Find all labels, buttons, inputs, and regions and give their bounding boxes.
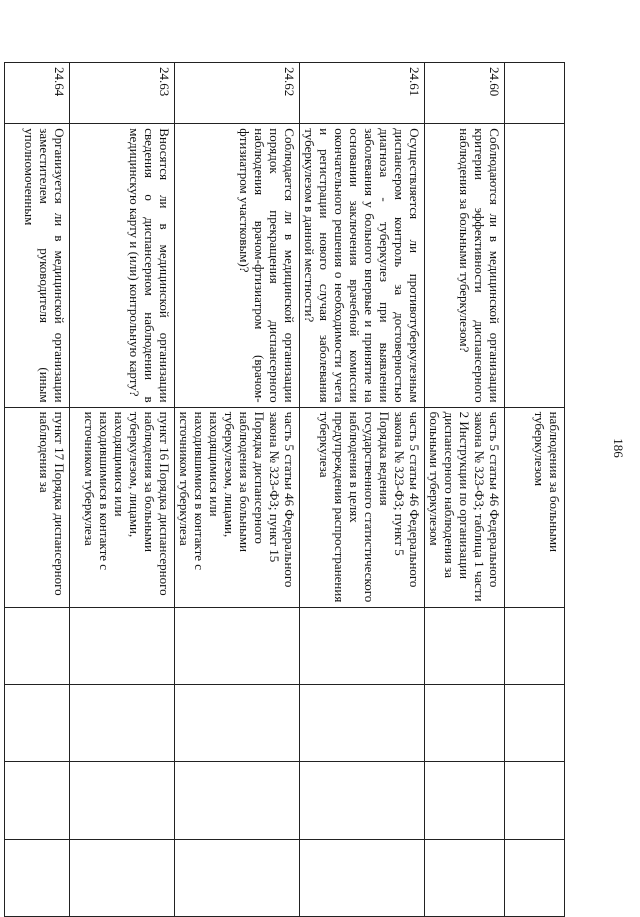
answer-cell: [505, 684, 565, 761]
answer-cell: [175, 762, 300, 839]
question-cell: Вносятся ли в медицинской организации сведения о диспансерном наблюдении в медицинскую карту и (или) контрольную карту?: [70, 124, 175, 407]
reference-cell: часть 5 статьи 46 Федерального закона № 323-ФЗ; пункт 15 Порядка диспансерного наблюдения за больными туберкулезом, лицами, находящимися или находившимися в контакте с источником туберкулеза: [175, 407, 300, 607]
item-number-cell: 24.60: [425, 63, 505, 124]
item-number-cell: 24.61: [300, 63, 425, 124]
question-cell: Соблюдается ли в медицинской организации порядок прекращения диспансерного наблюдения врачом-фтизиатром (врачом-фтизиатром участковым)?: [175, 124, 300, 407]
answer-cell: [300, 762, 425, 839]
table-row: [505, 63, 565, 917]
page-number: 186: [610, 438, 626, 458]
answer-cell: [175, 607, 300, 684]
answer-cell: [300, 684, 425, 761]
question-cell: Осуществляется ли противотуберкулезным диспансером контроль за достоверностью диагноза - туберкулез при выявлении заболевания у больного впервые и принятие на основании заключения врачебной комиссии окончательного решения о необходимости учета и регистрации нового случая заболевания туберкулезом в данной местности?: [300, 124, 425, 407]
item-number-cell: 24.63: [70, 63, 175, 124]
table-row: [70, 63, 175, 917]
checklist-table: [4, 62, 565, 917]
answer-cell: [300, 607, 425, 684]
answer-cell: [425, 607, 505, 684]
answer-cell: [5, 684, 70, 761]
answer-cell: [5, 762, 70, 839]
answer-cell: [70, 607, 175, 684]
table-row: [300, 63, 425, 917]
reference-cell: часть 5 статьи 46 Федерального закона № 323-ФЗ; пункт 5 Порядка ведения государственного статистического наблюдения в целях предупреждения распространения туберкулеза: [300, 407, 425, 607]
reference-cell: пункт 16 Порядка диспансерного наблюдения за больными туберкулезом, лицами, находящимися или находившимися в контакте с источником туберкулеза: [70, 407, 175, 607]
question-cell: [505, 124, 565, 407]
table-row: [5, 63, 70, 917]
answer-cell: [5, 607, 70, 684]
question-cell: Соблюдаются ли в медицинской организации критерии эффективности диспансерного наблюдения за больными туберкулезом?: [425, 124, 505, 407]
checklist-sheet: [22, 62, 565, 917]
answer-cell: [425, 684, 505, 761]
table-row: [425, 63, 505, 917]
item-number-cell: 24.62: [175, 63, 300, 124]
item-number-cell: 24.64: [5, 63, 70, 124]
reference-cell: наблюдения за больными туберкулезом: [505, 407, 565, 607]
reference-cell: пункт 17 Порядка диспансерного наблюдения за: [5, 407, 70, 607]
question-cell: Организуется ли в медицинской организации заместителем руководителя (иным уполномоченным: [5, 124, 70, 407]
table-row: [175, 63, 300, 917]
answer-cell: [175, 684, 300, 761]
item-number-cell: [505, 63, 565, 124]
answer-cell: [425, 762, 505, 839]
reference-cell: часть 5 статьи 46 Федерального закона № 323-ФЗ; таблица 1 части 2 Инструкции по организации диспансерного наблюдения за больными туберкулезом: [425, 407, 505, 607]
answer-cell: [505, 607, 565, 684]
answer-cell: [505, 762, 565, 839]
answer-cell: [70, 684, 175, 761]
answer-cell: [70, 762, 175, 839]
